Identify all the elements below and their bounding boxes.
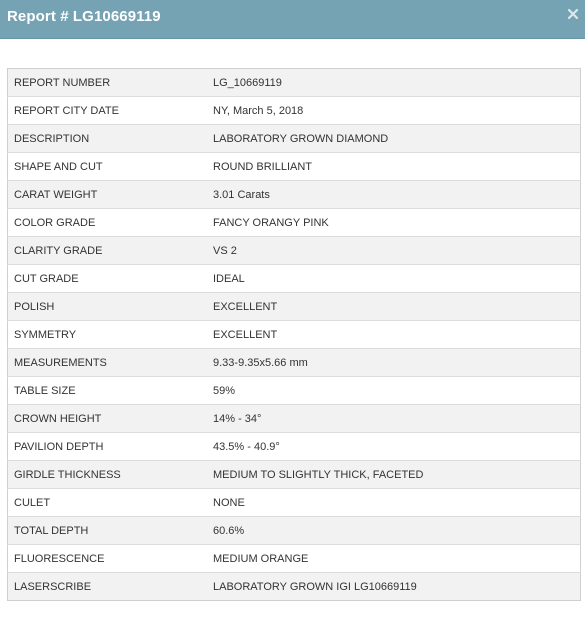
table-row	[8, 461, 581, 489]
row-label: TABLE SIZE	[8, 377, 208, 405]
table-row	[8, 517, 581, 545]
row-label: REPORT NUMBER	[8, 69, 208, 97]
row-label: MEASUREMENTS	[8, 349, 208, 377]
row-label: CUT GRADE	[8, 265, 208, 293]
table-row	[8, 321, 581, 349]
table-row	[8, 377, 581, 405]
table-row	[8, 181, 581, 209]
table-row	[8, 405, 581, 433]
row-value: IDEAL	[207, 265, 581, 293]
table-row	[8, 237, 581, 265]
row-value: NY, March 5, 2018	[207, 97, 581, 125]
row-value: 3.01 Carats	[207, 181, 581, 209]
row-label: FLUORESCENCE	[8, 545, 208, 573]
row-label: SHAPE AND CUT	[8, 153, 208, 181]
row-value: VS 2	[207, 237, 581, 265]
table-row	[8, 209, 581, 237]
row-label: CULET	[8, 489, 208, 517]
table-row	[8, 125, 581, 153]
table-row	[8, 433, 581, 461]
row-label: LASERSCRIBE	[8, 573, 208, 601]
row-label: PAVILION DEPTH	[8, 433, 208, 461]
report-table	[7, 68, 581, 601]
table-row	[8, 153, 581, 181]
table-row	[8, 489, 581, 517]
row-label: TOTAL DEPTH	[8, 517, 208, 545]
row-value: EXCELLENT	[207, 293, 581, 321]
table-row	[8, 545, 581, 573]
row-value: 43.5% - 40.9°	[207, 433, 581, 461]
row-value: MEDIUM TO SLIGHTLY THICK, FACETED	[207, 461, 581, 489]
row-label: DESCRIPTION	[8, 125, 208, 153]
row-label: GIRDLE THICKNESS	[8, 461, 208, 489]
table-row	[8, 265, 581, 293]
table-row	[8, 573, 581, 601]
row-label: CLARITY GRADE	[8, 237, 208, 265]
table-row	[8, 293, 581, 321]
row-label: SYMMETRY	[8, 321, 208, 349]
row-label: REPORT CITY DATE	[8, 97, 208, 125]
row-label: CARAT WEIGHT	[8, 181, 208, 209]
row-label: COLOR GRADE	[8, 209, 208, 237]
modal-title: Report # LG10669119	[7, 8, 161, 25]
modal-header	[0, 0, 585, 39]
row-value: NONE	[207, 489, 581, 517]
row-value: MEDIUM ORANGE	[207, 545, 581, 573]
table-row	[8, 69, 581, 97]
row-value: FANCY ORANGY PINK	[207, 209, 581, 237]
row-value: 14% - 34°	[207, 405, 581, 433]
row-label: CROWN HEIGHT	[8, 405, 208, 433]
close-icon[interactable]	[566, 6, 580, 22]
row-value: 60.6%	[207, 517, 581, 545]
row-value: LG_10669119	[207, 69, 581, 97]
row-value: LABORATORY GROWN DIAMOND	[207, 125, 581, 153]
row-value: EXCELLENT	[207, 321, 581, 349]
row-value: 59%	[207, 377, 581, 405]
table-row	[8, 97, 581, 125]
row-label: POLISH	[8, 293, 208, 321]
row-value: LABORATORY GROWN IGI LG10669119	[207, 573, 581, 601]
row-value: 9.33-9.35x5.66 mm	[207, 349, 581, 377]
row-value: ROUND BRILLIANT	[207, 153, 581, 181]
table-row	[8, 349, 581, 377]
